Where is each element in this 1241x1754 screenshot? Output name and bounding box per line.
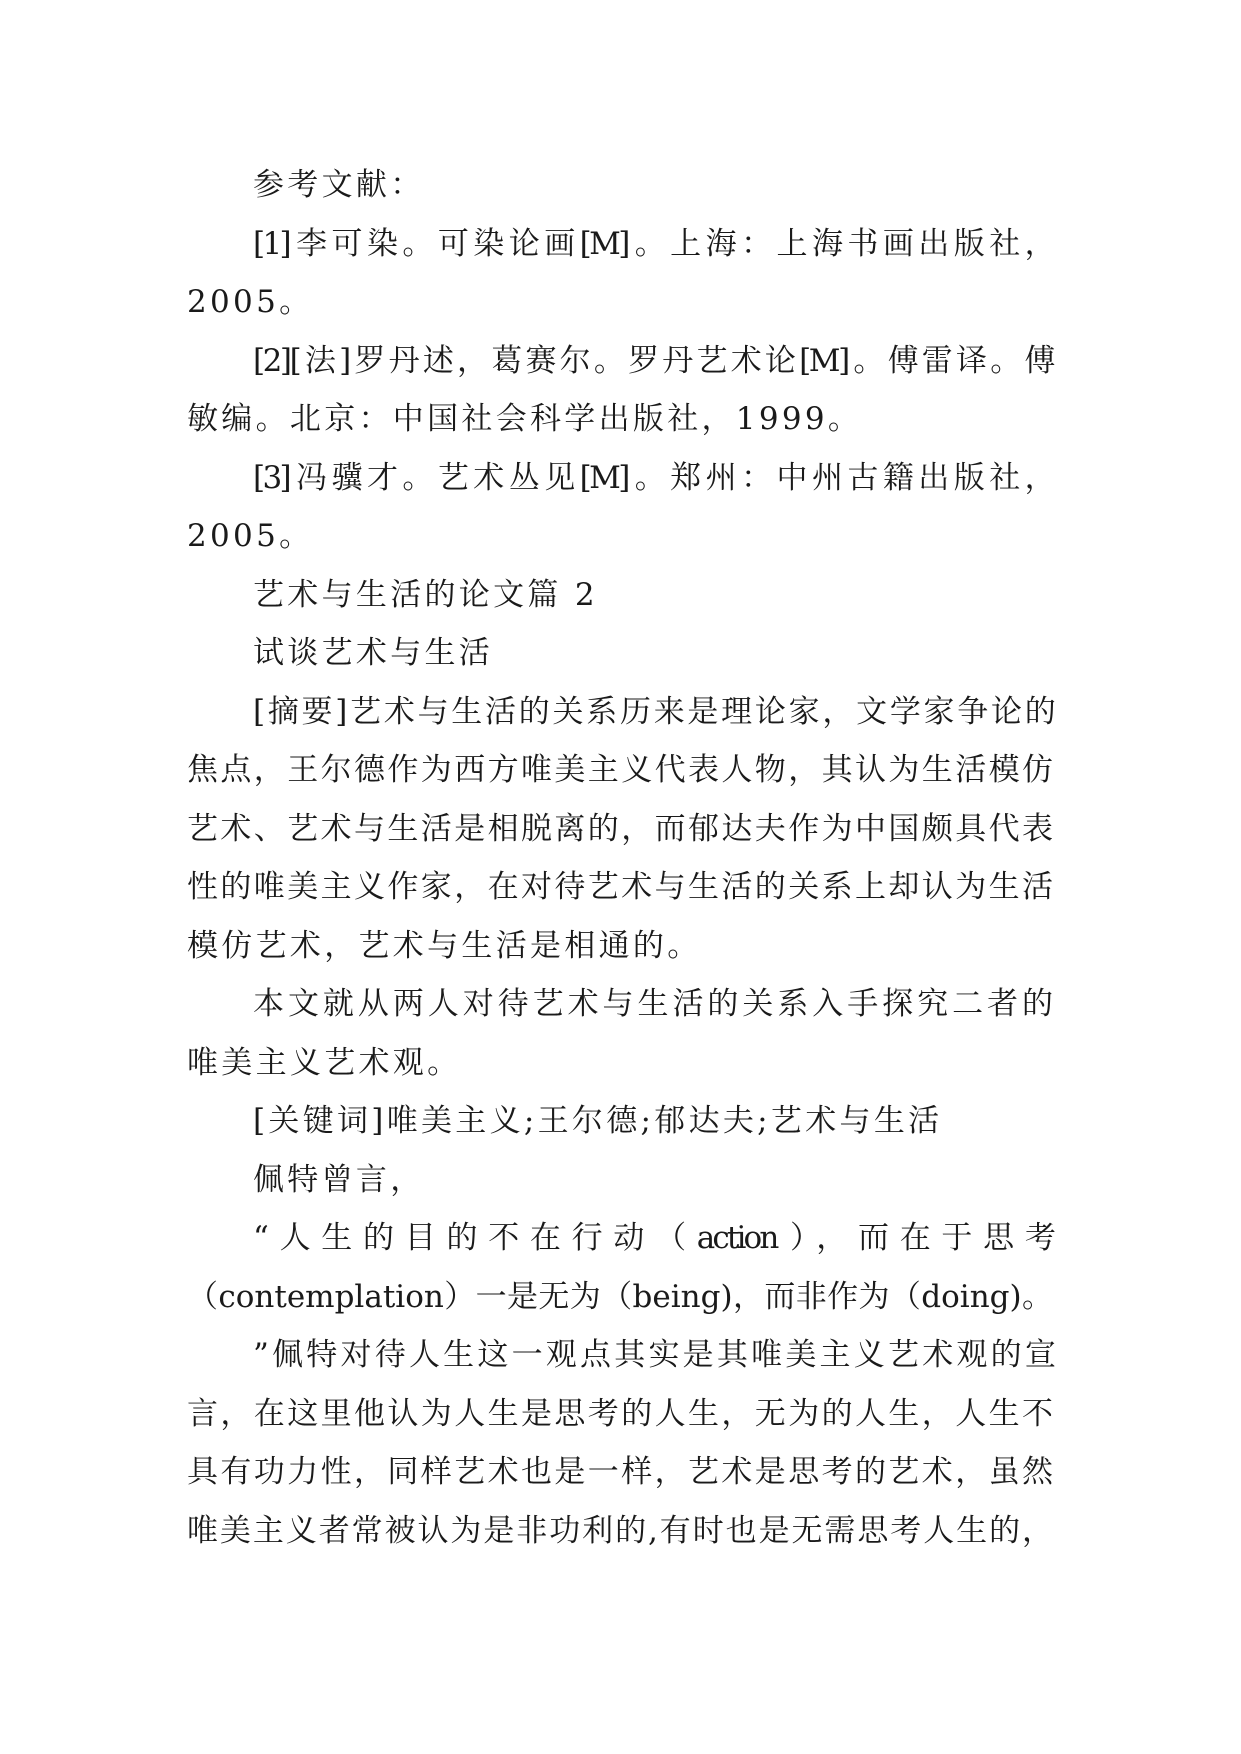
keywords-line: [关键词]唯美主义;王尔德;郁达夫;艺术与生活 [253,1103,943,1139]
abstract-line: [摘要]艺术与生活的关系历来是理论家，文学家争论的 [253,693,1053,730]
section-title: 艺术与生活的论文篇 2 [253,576,598,613]
pater-intro: 佩特曾言， [253,1161,425,1198]
abstract-line: 焦点，王尔德作为西方唯美主义代表人物，其认为生活模仿 [187,752,1053,788]
reference-2-line-1: [2][法]罗丹述，葛赛尔。罗丹艺术论[M]。傅雷译。傅 [253,342,1053,379]
abstract-line: 模仿艺术，艺术与生活是相通的。 [187,927,702,964]
reference-1-line-1: [1]李可染。可染论画[M]。上海：上海书画出版社， [253,225,1053,262]
body-line: ”佩特对待人生这一观点其实是其唯美主义艺术观的宣 [253,1337,1053,1373]
abstract-continued-line: 唯美主义艺术观。 [187,1044,462,1081]
quote-line: （contemplation）一是无为（being)，而非作为（doing)。 [187,1278,1053,1315]
document-body [187,156,1053,1560]
article-title: 试谈艺术与生活 [253,635,494,671]
body-line: 唯美主义者常被认为是非功利的,有时也是无需思考人生的， [187,1512,1053,1549]
reference-1-line-2: 2005。 [187,284,314,320]
body-line: 具有功力性，同样艺术也是一样，艺术是思考的艺术，虽然 [187,1454,1053,1490]
body-line: 言，在这里他认为人生是思考的人生，无为的人生，人生不 [187,1395,1053,1432]
abstract-continued-line: 本文就从两人对待艺术与生活的关系入手探究二者的 [253,986,1053,1022]
quote-line: “人生的目的不在行动（action），而在于思考 [253,1220,1053,1256]
reference-3-line-1: [3]冯骥才。艺术丛见[M]。郑州：中州古籍出版社， [253,459,1053,496]
reference-2-line-2: 敏编。北京：中国社会科学出版社，1999。 [187,401,863,437]
abstract-line: 性的唯美主义作家，在对待艺术与生活的关系上却认为生活 [187,869,1053,905]
abstract-line: 艺术、艺术与生活是相脱离的，而郁达夫作为中国颇具代表 [187,810,1053,847]
references-heading: 参考文献： [253,167,425,203]
reference-3-line-2: 2005。 [187,518,314,554]
